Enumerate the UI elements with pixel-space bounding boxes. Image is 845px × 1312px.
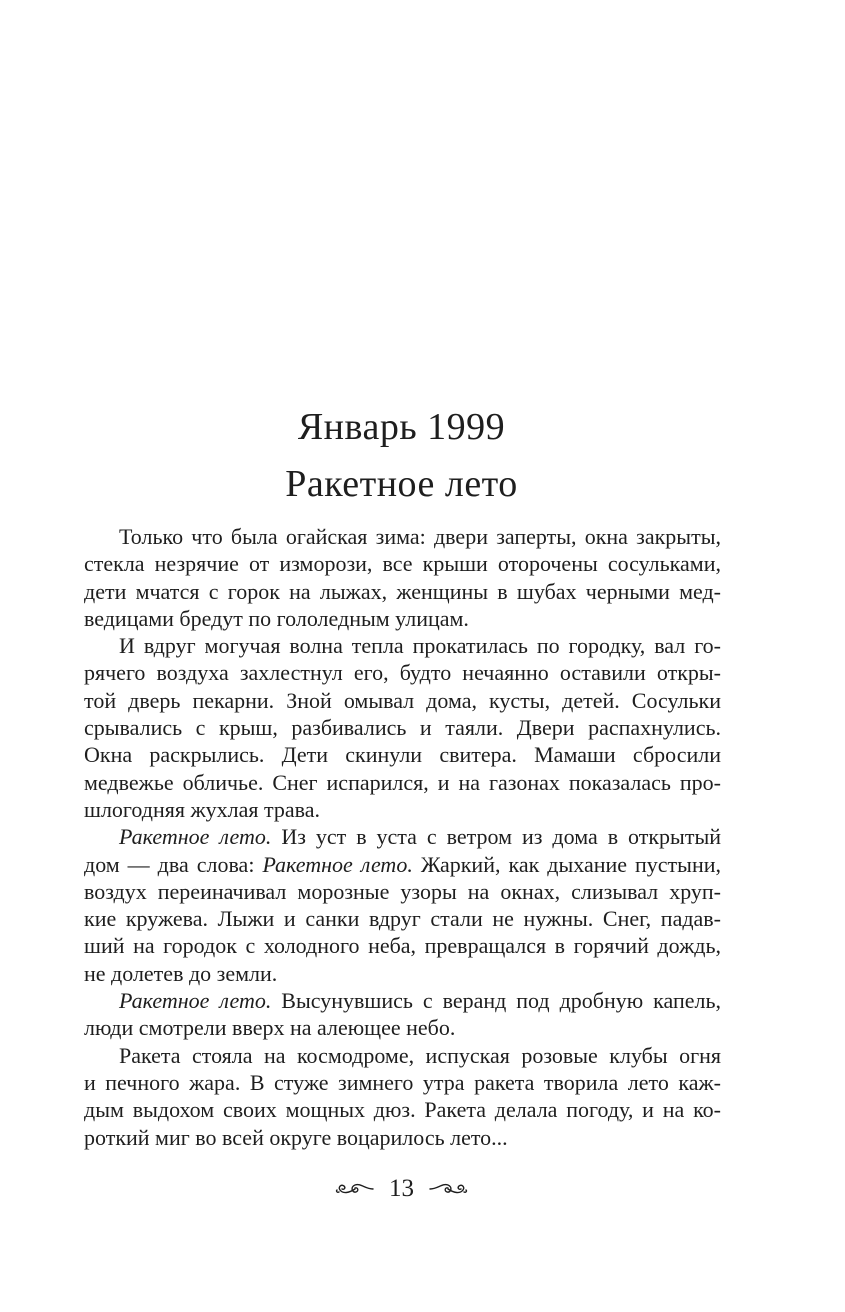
body-text	[84, 523, 721, 1151]
page-footer	[0, 1174, 803, 1204]
text-line	[84, 823, 721, 850]
text-segment: Высунувшись с веранд под дробную капель,	[271, 988, 721, 1014]
text-segment: дом — два слова:	[84, 851, 263, 877]
text-line: ший на городок с холодного неба, превращался в горячий дождь,	[84, 933, 721, 959]
italic-phrase: Ракетное лето.	[119, 824, 272, 850]
page-number: 13	[389, 1175, 414, 1202]
text-line: ведицами бредут по гололедным улицам.	[84, 605, 469, 631]
text-line: дым выдохом своих мощных дюз. Ракета делала погоду, и на ко-	[84, 1097, 721, 1123]
text-line: дети мчатся с горок на лыжах, женщины в шубах черными мед-	[84, 578, 721, 604]
text-line: той дверь пекарни. Зной омывал дома, кусты, детей. Сосульки	[84, 687, 721, 713]
chapter-title: Ракетное лето	[285, 463, 518, 505]
italic-phrase: Ракетное лето.	[119, 988, 272, 1014]
text-line: медвежье обличье. Снег испарился, и на газонах показалась про-	[84, 769, 721, 795]
text-line: и печного жара. В стуже зимнего утра ракета творила лето каж-	[84, 1069, 721, 1095]
text-line: стекла незрячие от изморози, все крыши оторочены сосульками,	[84, 551, 721, 577]
text-line: Только что была огайская зима: двери заперты, окна закрыты,	[119, 524, 721, 549]
text-line: роткий миг во всей округе воцарилось лето...	[84, 1124, 508, 1150]
text-line: срывались с крыш, разбивались и таяли. Двери распахнулись.	[84, 715, 721, 741]
text-line: И вдруг могучая волна тепла прокатилась по городку, вал го-	[119, 633, 721, 659]
text-line: кие кружева. Лыжи и санки вдруг стали не нужны. Снег, падав-	[84, 906, 721, 932]
text-line: Ракета стояла на космодроме, испуская розовые клубы огня	[119, 1042, 721, 1068]
text-segment: Жаркий, как дыхание пустыни,	[412, 851, 722, 877]
flourish-left-icon	[335, 1179, 375, 1199]
text-line	[84, 851, 721, 878]
text-line: рячего воздуха захлестнул его, будто нечаянно оставили откры-	[84, 660, 721, 686]
text-line	[84, 987, 721, 1014]
text-line: не долетев до земли.	[84, 960, 278, 986]
text-line: люди смотрели вверх на алеющее небо.	[84, 1015, 456, 1041]
text-line: воздух переиначивал морозные узоры на окнах, слизывал хруп-	[84, 878, 721, 904]
text-line: шлогодняя жухлая трава.	[84, 796, 321, 822]
text-line: Окна раскрылись. Дети скинули свитера. Мамаши сбросили	[84, 742, 721, 768]
flourish-right-icon	[428, 1179, 468, 1199]
chapter-date: Январь 1999	[297, 406, 506, 448]
italic-phrase: Ракетное лето.	[262, 851, 413, 877]
text-segment: Из уст в уста с ветром из дома в открытый	[271, 824, 722, 850]
